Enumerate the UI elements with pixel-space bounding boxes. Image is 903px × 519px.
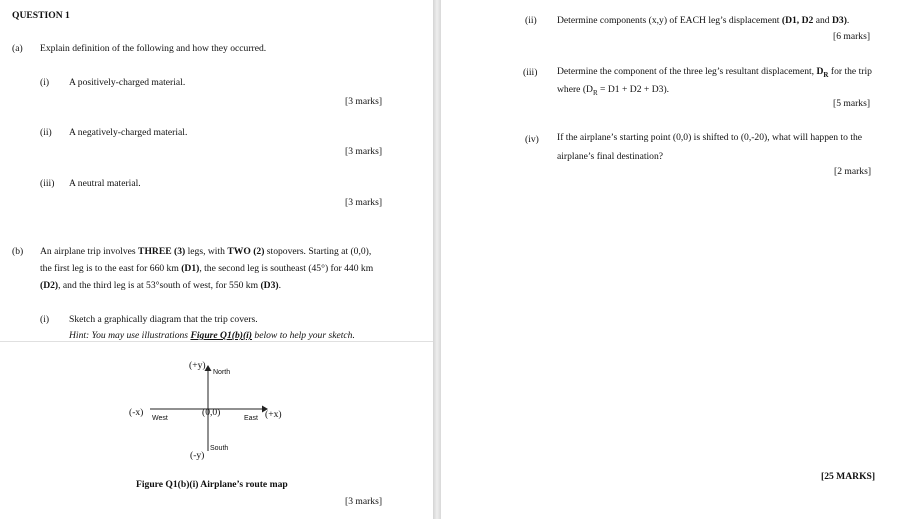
item-b-iii-line-2: where $(D_R = D1 + D2 + D3)$. xyxy=(557,84,670,97)
item-b-iv-line-1: If the airplane’s starting point (0,0) is shifted to (0,-20), what will happen to the xyxy=(557,132,863,143)
label-east: East xyxy=(244,415,259,422)
item-b-ii-marks: [6 marks] xyxy=(833,31,871,42)
label-y-neg: (-y) xyxy=(190,450,205,461)
item-a-i-num: (i) xyxy=(40,77,50,88)
item-b-iii-num: (iii) xyxy=(523,67,538,78)
label-south: South xyxy=(210,445,229,452)
label-origin: (0,0) xyxy=(202,407,221,418)
part-a-label: (a) xyxy=(12,43,23,54)
label-north: North xyxy=(213,369,231,376)
item-b-iv-marks: [2 marks] xyxy=(834,166,872,177)
part-b-line-1: An airplane trip involves THREE (3) legs, with TWO (2) stopovers. Starting at (0,0), xyxy=(40,246,372,257)
item-a-ii-text: A negatively-charged material. xyxy=(69,127,188,138)
part-a-prompt: Explain definition of the following and how they occurred. xyxy=(40,43,267,54)
item-a-iii-text: A neutral material. xyxy=(69,178,141,189)
item-b-i-text: Sketch a graphically diagram that the trip covers. xyxy=(69,314,258,325)
item-a-iii-num: (iii) xyxy=(40,178,55,189)
item-a-ii-marks: [3 marks] xyxy=(345,146,383,157)
label-x-pos: (+x) xyxy=(265,409,282,420)
route-map-axes xyxy=(0,0,433,519)
figure-caption: Figure Q1(b)(i) Airplane’s route map xyxy=(136,479,288,490)
total-marks: [25 MARKS] xyxy=(821,471,876,482)
part-b-line-2: the first leg is to the east for 660 km (D1), the second leg is southeast (45°) for 440 km xyxy=(40,263,374,274)
left-exam-page xyxy=(0,0,433,519)
part-b-line-3: (D2), and the third leg is at 53°south of west, for 550 km (D3). xyxy=(40,280,282,291)
part-b-label: (b) xyxy=(12,246,24,257)
item-b-ii-text: Determine components (x,y) of EACH leg’s displacement (D1, D2 and D3). xyxy=(557,15,850,26)
label-y-pos: (+y) xyxy=(189,360,206,371)
item-a-iii-marks: [3 marks] xyxy=(345,197,383,208)
item-b-i-hint: Hint: You may use illustrations Figure Q1(b)(i) below to help your sketch. xyxy=(69,330,355,341)
item-b-iii-marks: [5 marks] xyxy=(833,98,871,109)
label-x-neg: (-x) xyxy=(129,407,144,418)
item-b-iv-num: (iv) xyxy=(525,134,539,145)
item-a-i-marks: [3 marks] xyxy=(345,96,383,107)
item-b-iv-line-2: airplane’s final destination? xyxy=(557,151,664,162)
item-b-i-marks: [3 marks] xyxy=(345,496,383,507)
page-gutter xyxy=(433,0,441,519)
question-title: QUESTION 1 xyxy=(12,10,70,21)
item-a-ii-num: (ii) xyxy=(40,127,52,138)
item-a-i-text: A positively-charged material. xyxy=(69,77,186,88)
label-west: West xyxy=(152,415,168,422)
right-exam-page xyxy=(441,0,903,519)
item-b-ii-num: (ii) xyxy=(525,15,537,26)
item-b-iii-line-1: Determine the component of the three leg’s resultant displacement, $D_R$ for the trip xyxy=(557,66,872,79)
item-b-i-num: (i) xyxy=(40,314,50,325)
